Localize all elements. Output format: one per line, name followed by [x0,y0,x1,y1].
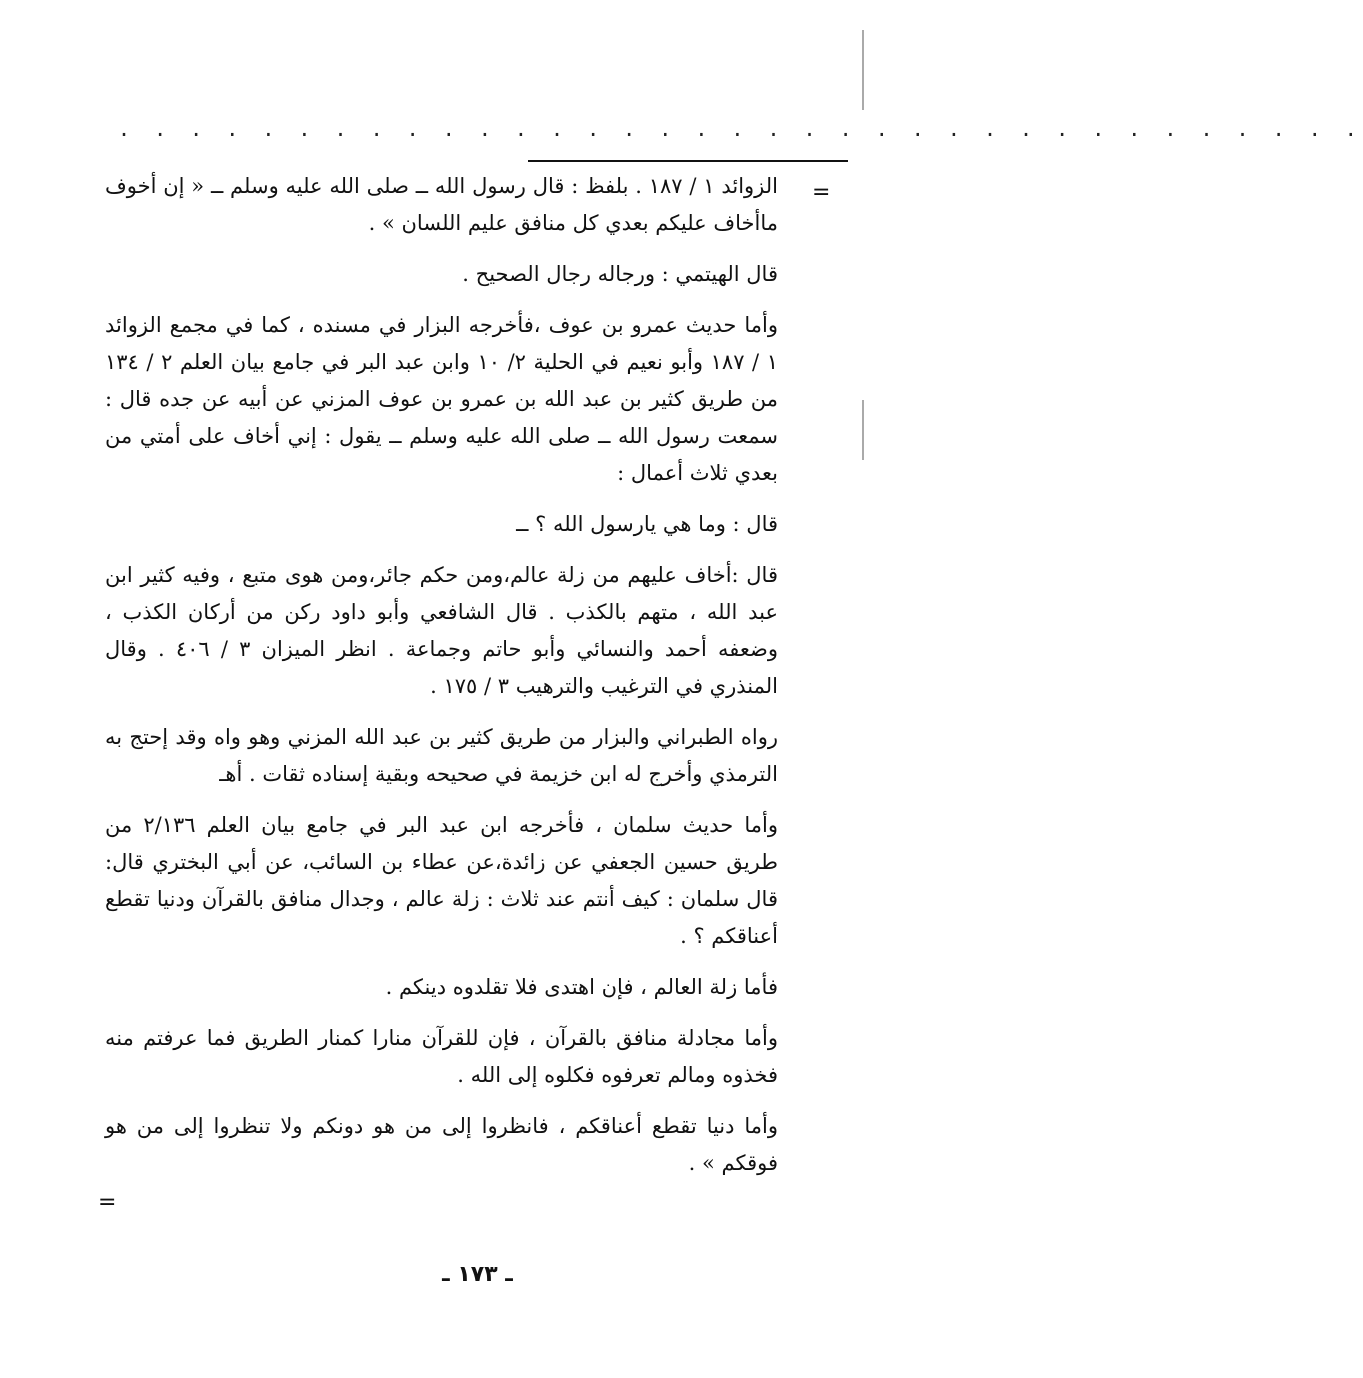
paragraph: قال الهيتمي : ورجاله رجال الصحيح . [462,262,778,286]
dotted-separator: . . . . . . . . . . . . . . . . . . . . . . . . . . . . . . . . . . . [118,117,1363,141]
paragraph: فأما زلة العالم ، فإن اهتدى فلا تقلدوه دينكم . [385,975,778,999]
footnote-text [105,168,778,1196]
paragraph: وأما دنيا تقطع أعناقكم ، فانظروا إلى من هو دونكم ولا تنظروا إلى من هو فوقكم » . [105,1114,778,1175]
paragraph: رواه الطبراني والبزار من طريق كثير بن عبد الله المزني وهو واه وقد إحتج به الترمذي وأخرج له ابن خزيمة في صحيحه وبقية إسناده ثقات . أهـ [105,725,778,786]
footnote-rule [528,160,848,162]
continuation-mark-top: = [812,180,831,205]
paragraph: وأما حديث عمرو بن عوف ،فأخرجه البزار في مسنده ، كما في مجمع الزوائد ١ / ١٨٧ وأبو نعيم في الحلية ٢/ ١٠ وابن عبد البر في جامع بيان العلم ٢ / ١٣٤ من طريق كثير بن عبد الله بن عمرو بن عوف المزني عن أبيه عن جده قال : سمعت رسول الله ــ صلى الله عليه وسلم ــ يقول : إني أخاف على أمتي من بعدي ثلاث أعمال : [105,313,778,485]
paragraph: الزوائد ١ / ١٨٧ . بلفظ : قال رسول الله ــ صلى الله عليه وسلم ــ « إن أخوف ماأخاف عليكم بعدي كل منافق عليم اللسان » . [105,174,778,235]
paragraph: وأما مجادلة منافق بالقرآن ، فإن للقرآن منارا كمنار الطريق فما عرفتم منه فخذوه ومالم تعرفوه فكلوه إلى الله . [105,1026,778,1087]
paragraph: قال : وما هي يارسول الله ؟ ــ [516,512,778,536]
page-edge-mark [862,30,864,110]
paragraph: قال :أخاف عليهم من زلة عالم،ومن حكم جائر،ومن هوى متبع ، وفيه كثير ابن عبد الله ، متهم بالكذب . قال الشافعي وأبو داود ركن من أركان الكذب ، وضعفه أحمد والنسائي وأبو حاتم وجماعة . انظر الميزان ٣ / ٤٠٦ . وقال المنذري في الترغيب والترهيب ٣ / ١٧٥ . [105,563,778,698]
page-number: ـ ١٧٣ ـ [442,1262,513,1287]
continuation-mark-bottom: = [98,1190,117,1215]
page-edge-mark [862,400,864,460]
paragraph: وأما حديث سلمان ، فأخرجه ابن عبد البر في جامع بيان العلم ٢/١٣٦ من طريق حسين الجعفي عن زائدة،عن عطاء بن السائب، عن أبي البختري قال: قال سلمان : كيف أنتم عند ثلاث : زلة عالم ، وجدال منافق بالقرآن ودنيا تقطع أعناقكم ؟ . [105,813,778,948]
